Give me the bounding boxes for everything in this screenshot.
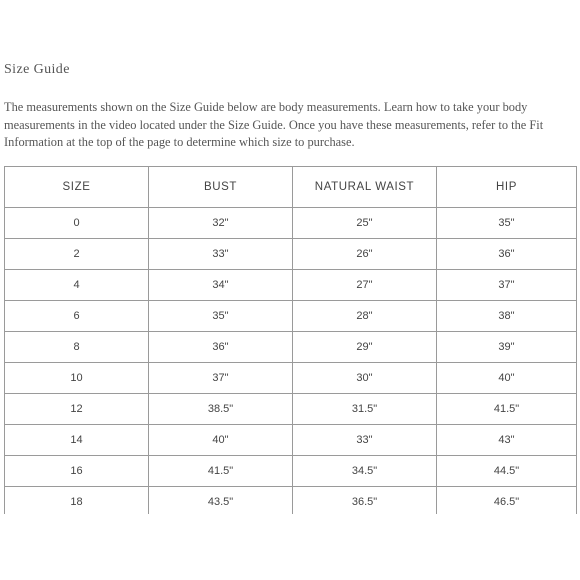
cell-bust: 37": [149, 363, 293, 394]
cell-hip: 41.5": [437, 394, 577, 425]
cell-bust: 33": [149, 239, 293, 270]
cell-natural-waist: 36.5": [293, 487, 437, 518]
table-row: [5, 332, 577, 363]
cell-natural-waist: 29": [293, 332, 437, 363]
header-bust: BUST: [149, 167, 293, 208]
header-hip: HIP: [437, 167, 577, 208]
cell-natural-waist: 31.5": [293, 394, 437, 425]
size-guide-table: [4, 166, 577, 518]
cell-bust: 32": [149, 208, 293, 239]
cell-hip: 40": [437, 363, 577, 394]
table-row: [5, 270, 577, 301]
cell-natural-waist: 34.5": [293, 456, 437, 487]
cell-bust: 34": [149, 270, 293, 301]
cell-hip: 43": [437, 425, 577, 456]
table-row: [5, 394, 577, 425]
cell-hip: 39": [437, 332, 577, 363]
cell-natural-waist: 25": [293, 208, 437, 239]
cell-size: 14: [5, 425, 149, 456]
intro-paragraph: The measurements shown on the Size Guide below are body measurements. Learn how to take your body measurements in the video located under the Size Guide. Once you have these measurements, refer to the Fit Information at the top of the page to determine which size to purchase.: [4, 100, 544, 149]
header-size: SIZE: [5, 167, 149, 208]
table-row: [5, 487, 577, 518]
bottom-crop-mask: [0, 514, 580, 580]
cell-size: 18: [5, 487, 149, 518]
cell-bust: 43.5": [149, 487, 293, 518]
cell-hip: 46.5": [437, 487, 577, 518]
table-row: [5, 239, 577, 270]
cell-size: 2: [5, 239, 149, 270]
cell-hip: 44.5": [437, 456, 577, 487]
cell-bust: 35": [149, 301, 293, 332]
cell-hip: 38": [437, 301, 577, 332]
cell-size: 16: [5, 456, 149, 487]
cell-natural-waist: 28": [293, 301, 437, 332]
table-row: [5, 363, 577, 394]
table-row: [5, 208, 577, 239]
cell-size: 8: [5, 332, 149, 363]
cell-hip: 36": [437, 239, 577, 270]
table-row: [5, 301, 577, 332]
page-title: Size Guide: [4, 62, 70, 77]
cell-size: 12: [5, 394, 149, 425]
table-row: [5, 425, 577, 456]
cell-size: 4: [5, 270, 149, 301]
table-header-row: [5, 167, 577, 208]
header-natural-waist: NATURAL WAIST: [293, 167, 437, 208]
table-row: [5, 456, 577, 487]
cell-bust: 40": [149, 425, 293, 456]
cell-hip: 35": [437, 208, 577, 239]
cell-natural-waist: 33": [293, 425, 437, 456]
cell-hip: 37": [437, 270, 577, 301]
cell-bust: 41.5": [149, 456, 293, 487]
cell-size: 10: [5, 363, 149, 394]
cell-size: 0: [5, 208, 149, 239]
cell-natural-waist: 26": [293, 239, 437, 270]
cell-natural-waist: 30": [293, 363, 437, 394]
cell-bust: 38.5": [149, 394, 293, 425]
cell-bust: 36": [149, 332, 293, 363]
cell-natural-waist: 27": [293, 270, 437, 301]
cell-size: 6: [5, 301, 149, 332]
